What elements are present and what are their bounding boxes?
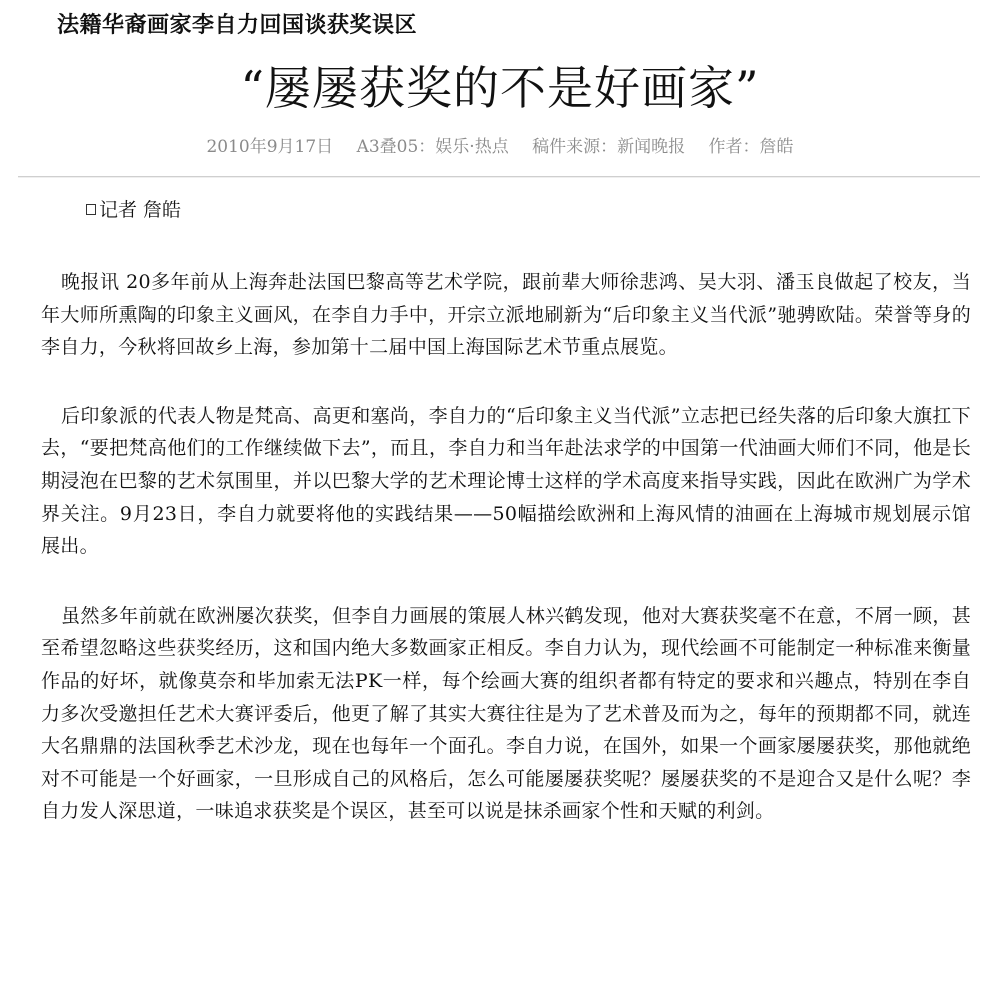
meta-section: A3叠05：娱乐·热点 <box>356 137 509 157</box>
article-body <box>41 266 971 864</box>
article-paragraph-2: 后印象派的代表人物是梵高、高更和塞尚，李自力的“后印象主义当代派”立志把已经失落的后印象大旗扛下去，“要把梵高他们的工作继续做下去”，而且，李自力和当年赴法求学的中国第一代油画大师们不同，他是长期浸泡在巴黎的艺术氛围里，并以巴黎大学的艺术理论博士这样的学术高度来指导实践，因此在欧洲广为学术界关注。9月23日，李自力就要将他的实践结果——50幅描绘欧洲和上海风情的油画在上海城市规划展示馆展出。 <box>41 404 971 558</box>
square-bullet-icon <box>86 204 96 215</box>
article-paragraph-1: 晚报讯 20多年前从上海奔赴法国巴黎高等艺术学院，跟前辈大师徐悲鸿、吴大羽、潘玉良做起了校友，当年大师所熏陶的印象主义画风，在李自力手中，开宗立派地刷新为“后印象主义当代派”驰骋欧陆。荣誉等身的李自力，今秋将回故乡上海，参加第十二届中国上海国际艺术节重点展览。 <box>41 271 971 359</box>
meta-source: 稿件来源：新闻晚报 <box>532 137 686 157</box>
header-divider <box>18 176 980 177</box>
reporter-byline <box>86 194 181 226</box>
byline-text: 记者 詹皓 <box>99 199 182 221</box>
meta-author: 作者：詹皓 <box>708 137 794 157</box>
meta-date: 2010年9月17日 <box>206 137 334 157</box>
article-subhead: 法籍华裔画家李自力回国谈获奖误区 <box>57 13 418 38</box>
article-meta <box>0 134 1000 160</box>
article-paragraph-3: 虽然多年前就在欧洲屡次获奖，但李自力画展的策展人林兴鹤发现，他对大赛获奖毫不在意，不屑一顾，甚至希望忽略这些获奖经历，这和国内绝大多数画家正相反。李自力认为，现代绘画不可能制定一种标准来衡量作品的好坏，就像莫奈和毕加索无法PK一样，每个绘画大赛的组织者都有特定的要求和兴趣点，特别在李自力多次受邀担任艺术大赛评委后，他更了解了其实大赛往往是为了艺术普及而为之，每年的预期都不同，就连大名鼎鼎的法国秋季艺术沙龙，现在也每年一个面孔。李自力说，在国外，如果一个画家屡屡获奖，那他就绝对不可能是一个好画家，一旦形成自己的风格后，怎么可能屡屡获奖呢？屡屡获奖的不是迎合又是什么呢？李自力发人深思道，一味追求获奖是个误区，甚至可以说是抹杀画家个性和天赋的利剑。 <box>41 604 971 823</box>
article-headline: “屡屡获奖的不是好画家” <box>240 61 760 115</box>
